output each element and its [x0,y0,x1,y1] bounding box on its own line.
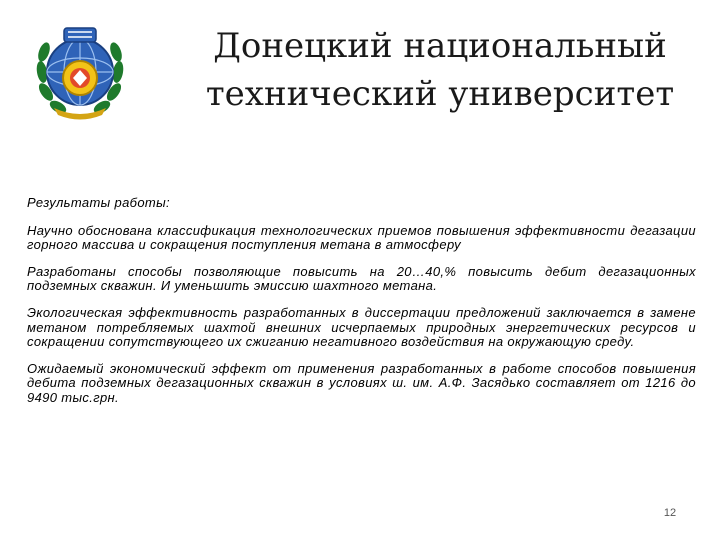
title-line: Донецкий национальный [213,26,667,66]
section-heading: Результаты работы: [27,195,170,210]
page-number: 12 [663,507,677,519]
title-line: технический университет [205,74,675,114]
result-paragraph: Экологическая эффективность разработанных в диссертации предложений заключается в замене метаном потребляемых шахтой внешних исчерпаемых природных энергетических ресурсов и сокращении сопутствующего их сжиганию негативного воздействия на окружающую среду. [27,304,696,350]
result-paragraph: Научно обоснована классификация технологических приемов повышения эффективности дегазации горного массива и сокращения поступления метана в атмосферу [27,222,696,253]
result-paragraph: Разработаны способы позволяющие повысить на 20…40,% повысить дебит дегазационных подземных скважин. И уменьшить эмиссию шахтного метана. [27,263,696,294]
page-title [190,22,690,118]
university-crest-icon [28,16,132,120]
result-paragraph: Ожидаемый экономический эффект от применения разработанных в работе способов повышения дебита подземных дегазационных скважин в условиях ш. им. А.Ф. Засядько составляет от 1216 до 9490 тыс.грн. [27,360,696,405]
results-section [27,196,696,418]
